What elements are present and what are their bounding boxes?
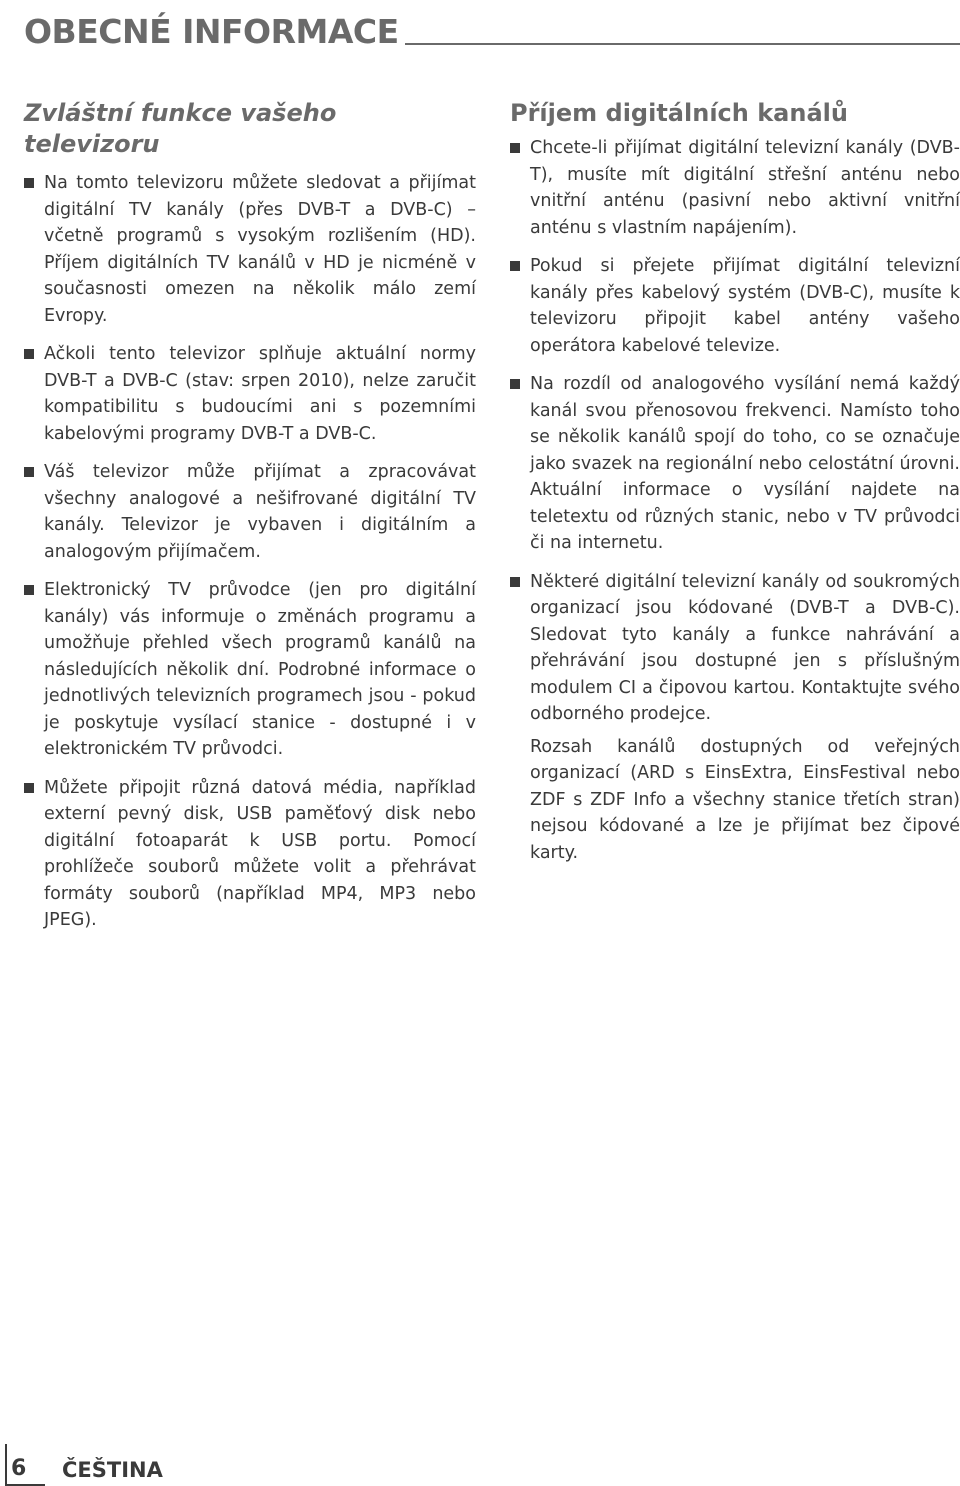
page-header (24, 4, 960, 52)
list-item (510, 371, 960, 557)
list-item (510, 135, 960, 241)
right-column (510, 98, 960, 866)
page-footer (0, 1444, 300, 1486)
list-item (24, 341, 476, 447)
square-bullet-icon (24, 178, 34, 188)
note-paragraph: Rozsah kanálů dostupných od veřejných organizací (ARD s EinsExtra, EinsFestival nebo ZDF s ZDF Info a všechny stanice třetích stran) nejsou kódované a lze je přijímat bez čipové karty. (530, 736, 960, 863)
list-item-text: Elektronický TV průvodce (jen pro digitální kanály) vás informuje o změnách programu a umožňuje přehled všech programů kanálů na následujících několik dní. Podrobné informace o jednotlivých televizních programech jsou - pokud je poskytuje vysílací stanice - dostupné i v elektronickém TV průvodci. (44, 580, 476, 759)
square-bullet-icon (24, 349, 34, 359)
section-title-features: Zvláštní funkce vašeho televizoru (24, 99, 337, 158)
list-item (24, 170, 476, 329)
list-item-text: Váš televizor může přijímat a zpracovávat všechny analogové a nešifrované digitální TV kanály. Televizor je vybaven i digitálním a analogovým přijímačem. (44, 462, 476, 562)
square-bullet-icon (24, 783, 34, 793)
list-item (24, 577, 476, 763)
list-item (24, 775, 476, 934)
list-item-text: Pokud si přejete přijímat digitální televizní kanály přes kabelový systém (DVB-C), musíte k televizoru připojit kabel antény vašeho operátora kabelové televize. (530, 256, 960, 356)
list-item (510, 569, 960, 728)
page-number: 6 (11, 1456, 27, 1481)
square-bullet-icon (24, 467, 34, 477)
square-bullet-icon (24, 585, 34, 595)
section-title-digital-reception: Příjem digitálních kanálů (510, 99, 848, 127)
list-item-text: Na tomto televizoru můžete sledovat a přijímat digitální TV kanály (přes DVB-T a DVB-C) – včetně programů s vysokým rozlišením (HD). Příjem digitálních TV kanálů v HD je nicméně v současnosti omezen na několik málo zemí Evropy. (44, 173, 476, 326)
square-bullet-icon (510, 261, 520, 271)
list-item-text: Chcete-li přijímat digitální televizní kanály (DVB-T), musíte mít digitální střešní anténu nebo vnitřní anténu (pasivní nebo aktivní vnitřní anténu s vlastním napájením). (530, 138, 960, 238)
list-item-text: Na rozdíl od analogového vysílání nemá každý kanál svou přenosovou frekvenci. Namísto toho se několik kanálů spojí do toho, co se označuje jako svazek na regionální nebo celostátní úrovni. Aktuální informace o vysílání najdete na teletextu od různých stanic, nebo v TV průvodci či na internetu. (530, 374, 960, 553)
list-item-text: Ačkoli tento televizor splňuje aktuální normy DVB-T a DVB-C (stav: srpen 2010), nelze zaručit kompatibilitu s budoucími ani s pozemními kabelovými programy DVB-T a DVB-C. (44, 344, 476, 444)
header-divider (405, 43, 960, 45)
square-bullet-icon (510, 143, 520, 153)
list-item (24, 459, 476, 565)
footer-language: ČEŠTINA (62, 1458, 163, 1482)
list-item (510, 253, 960, 359)
page-title: OBECNÉ INFORMACE (24, 12, 399, 51)
list-item-text: Některé digitální televizní kanály od soukromých organizací jsou kódované (DVB-T a DVB-C). Sledovat tyto kanály a funkce nahrávání a přehrávání jsou dostupné jen s příslušným modulem CI a čipovou kartou. Kontaktujte svého odborného prodejce. (530, 571, 960, 724)
list-item-text: Můžete připojit různá datová média, například externí pevný disk, USB paměťový disk nebo digitální fotoaparát k USB portu. Pomocí prohlížeče souborů můžete volit a přehrávat formáty souborů (například MP4, MP3 nebo JPEG). (44, 777, 476, 930)
square-bullet-icon (510, 379, 520, 389)
left-column (24, 98, 476, 946)
footer-divider-vertical (5, 1444, 7, 1486)
square-bullet-icon (510, 577, 520, 587)
